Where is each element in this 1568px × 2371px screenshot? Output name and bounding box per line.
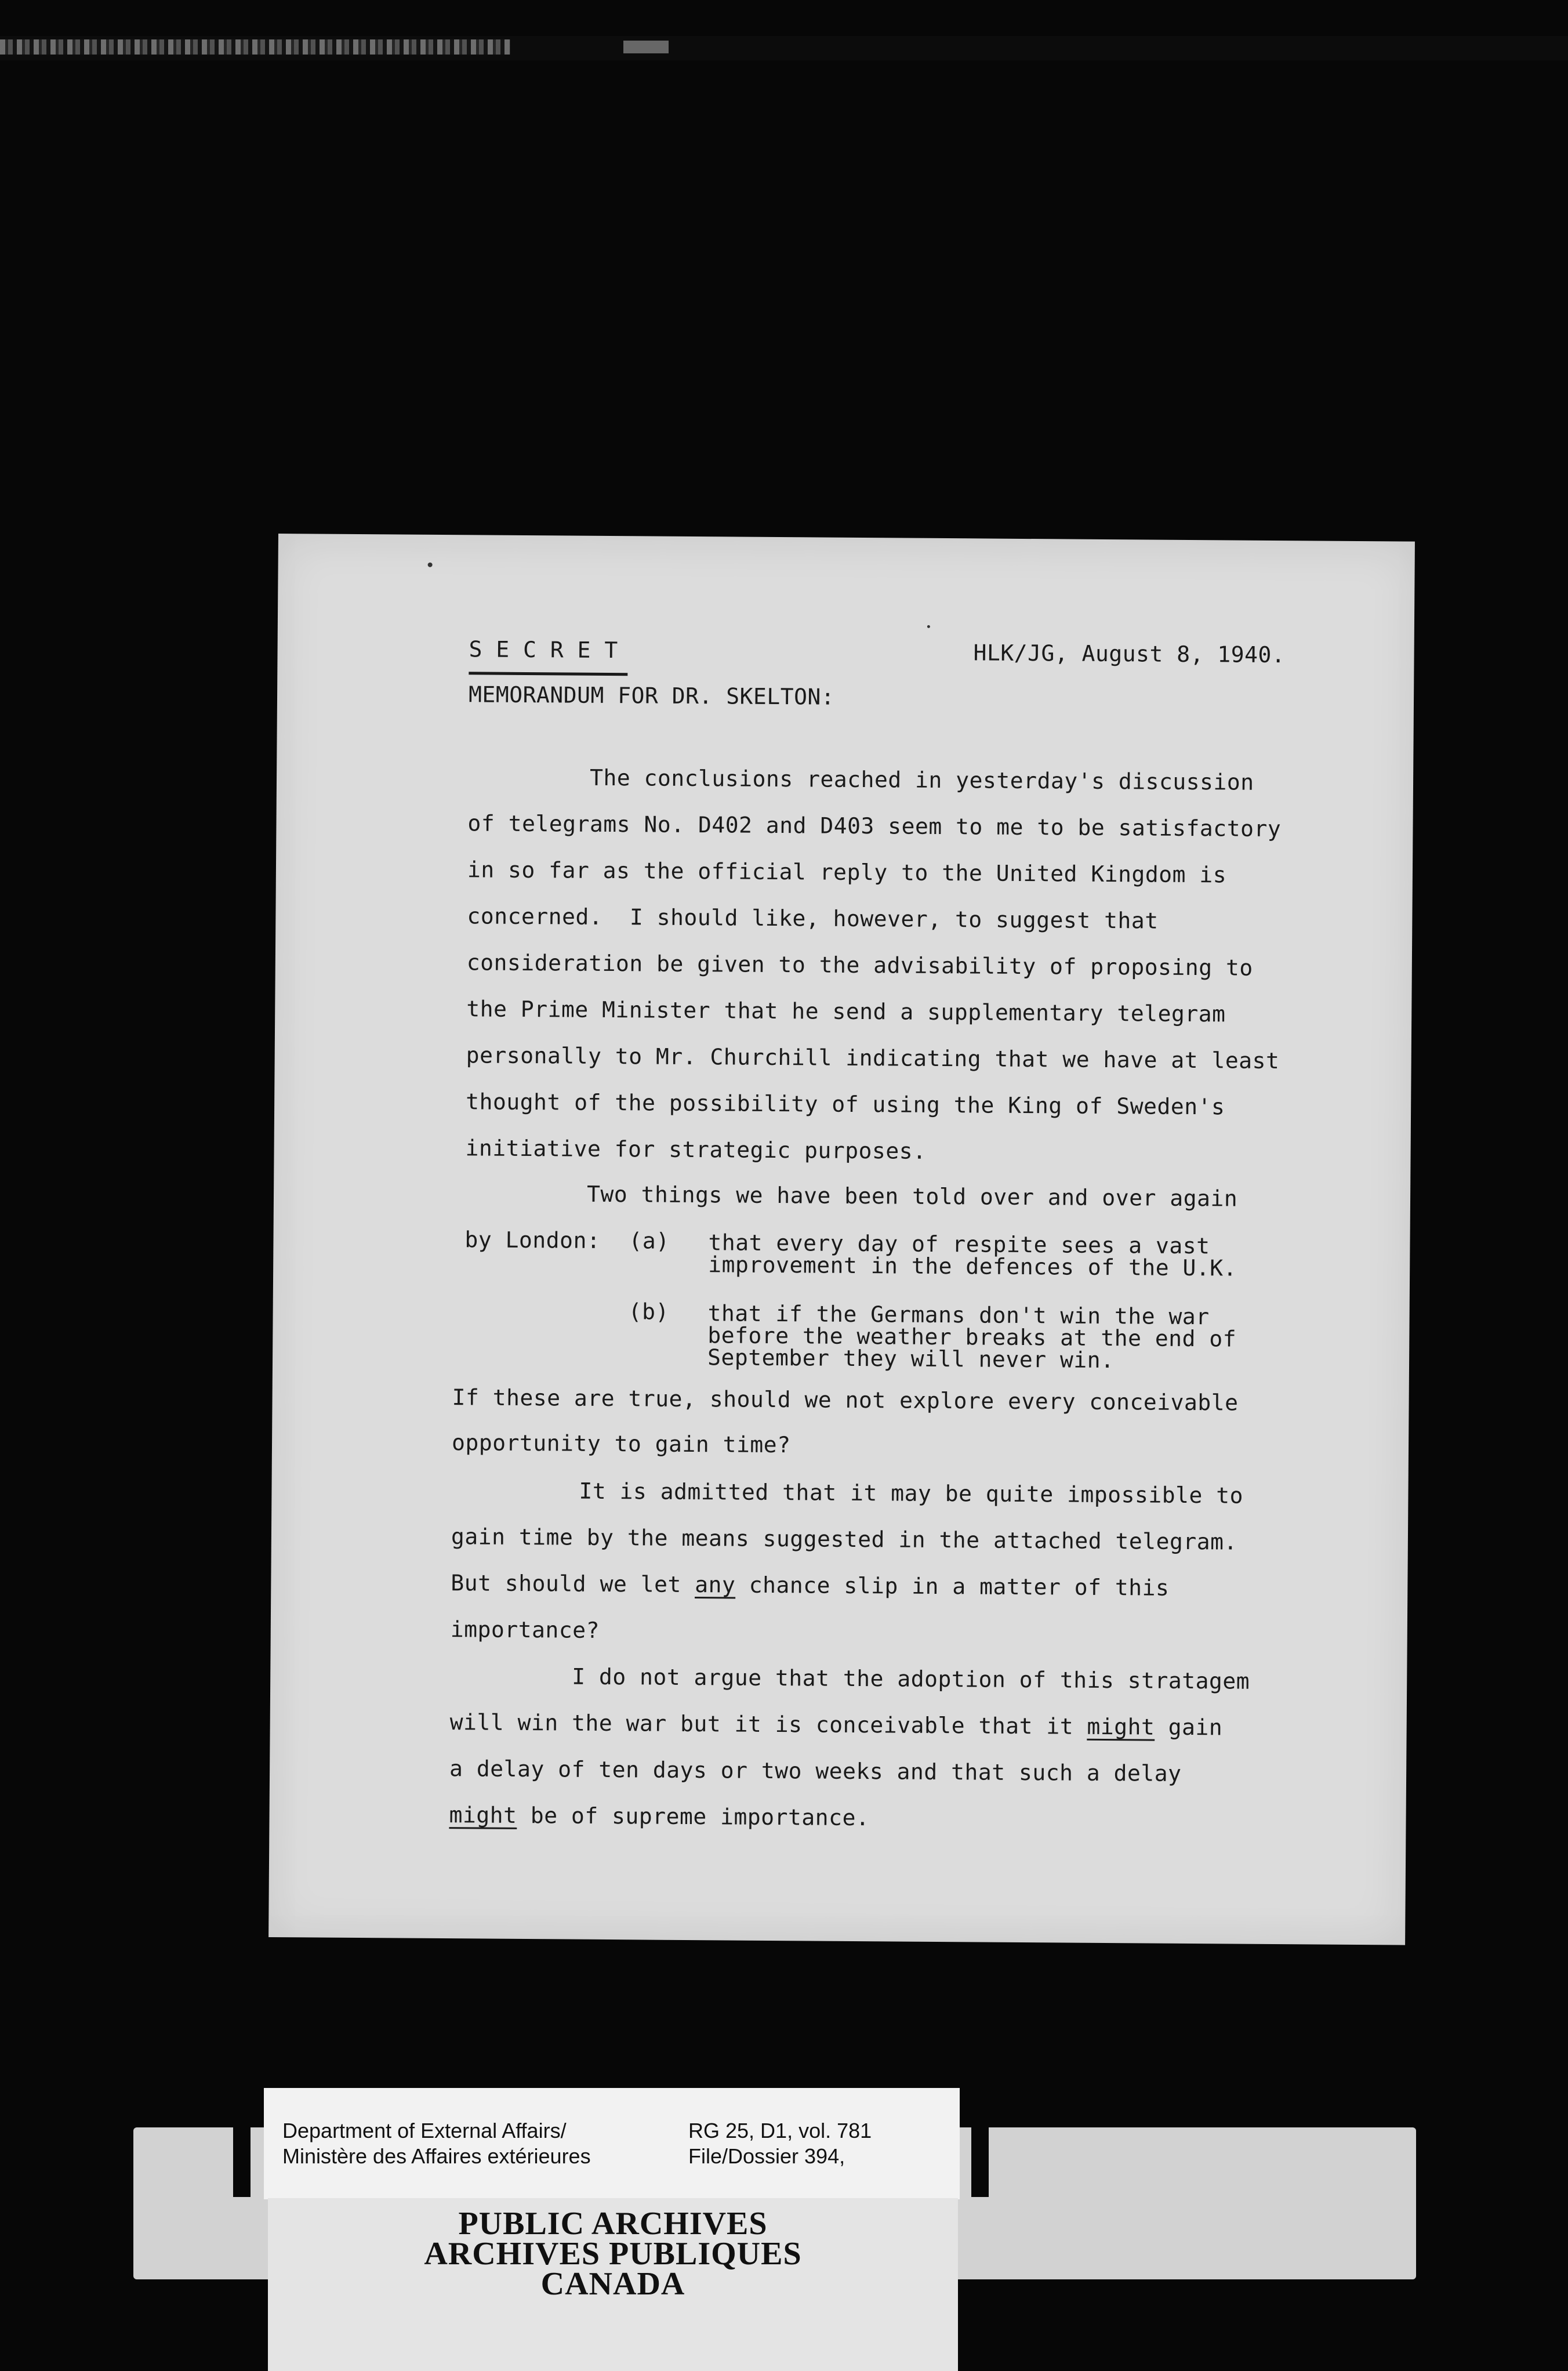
paragraph-5-line: I do not argue that the adoption of this stratagem bbox=[572, 1663, 1250, 1694]
paragraph-2-by-london: by London: bbox=[464, 1227, 601, 1253]
stamp-line: CANADA bbox=[540, 2266, 685, 2302]
paragraph-5-line bbox=[450, 1707, 1223, 1742]
paragraph-3-line: If these are true, should we not explore every conceivable bbox=[452, 1384, 1239, 1416]
item-b-line: that if the Germans don't win the war bbox=[707, 1300, 1210, 1330]
paragraph-1-line: in so far as the official reply to the United Kingdom is bbox=[467, 857, 1227, 888]
paragraph-4-line: importance? bbox=[450, 1616, 600, 1643]
paragraph-5-text: will win the war but it is conceivable that it bbox=[449, 1709, 1087, 1739]
item-a-marker: (a) bbox=[629, 1228, 670, 1254]
item-b-line: before the weather breaks at the end of bbox=[707, 1322, 1237, 1352]
stamp-line: PUBLIC ARCHIVES bbox=[458, 2206, 768, 2242]
paragraph-1-line: concerned. I should like, however, to suggest that bbox=[467, 903, 1159, 934]
paragraph-5-line bbox=[449, 1800, 869, 1832]
paper-speck bbox=[927, 625, 930, 628]
emphasis-any: any bbox=[695, 1572, 736, 1598]
emphasis-might: might bbox=[449, 1802, 517, 1828]
paper-speck bbox=[428, 563, 433, 567]
paragraph-3-line: opportunity to gain time? bbox=[451, 1430, 791, 1458]
item-a-line: improvement in the defences of the U.K. bbox=[708, 1252, 1237, 1281]
film-edge-grain bbox=[0, 39, 510, 55]
paragraph-4-line: It is admitted that it may be quite impossible to bbox=[579, 1478, 1244, 1509]
public-archives-stamp bbox=[268, 2198, 958, 2371]
label-notch bbox=[971, 2127, 989, 2197]
classification-underline bbox=[469, 672, 627, 676]
label-notch bbox=[233, 2127, 251, 2197]
memo-page bbox=[268, 534, 1415, 1945]
paragraph-5-text: gain bbox=[1155, 1714, 1223, 1741]
paragraph-1-line: personally to Mr. Churchill indicating that we have at least bbox=[466, 1042, 1280, 1074]
record-group: RG 25, D1, vol. 781 bbox=[688, 2119, 872, 2142]
memo-reference-date: HLK/JG, August 8, 1940. bbox=[973, 640, 1286, 668]
department-french: Ministère des Affaires extérieures bbox=[282, 2144, 591, 2168]
item-a-line: that every day of respite sees a vast bbox=[708, 1230, 1210, 1259]
paragraph-4-line bbox=[451, 1568, 1169, 1603]
stamp-line: ARCHIVES PUBLIQUES bbox=[424, 2236, 802, 2272]
paragraph-1-line: consideration be given to the advisability of proposing to bbox=[466, 949, 1253, 981]
film-edge-strip bbox=[0, 36, 1568, 60]
paragraph-5-line: a delay of ten days or two weeks and that such a delay bbox=[449, 1756, 1182, 1786]
paragraph-2-intro: Two things we have been told over and over again bbox=[586, 1181, 1238, 1212]
item-b-line: September they will never win. bbox=[707, 1344, 1115, 1373]
paragraph-1-line: thought of the possibility of using the King of Sweden's bbox=[466, 1089, 1225, 1120]
paragraph-1-line: the Prime Minister that he send a supplementary telegram bbox=[466, 996, 1226, 1027]
paragraph-4-text: chance slip in a matter of this bbox=[735, 1572, 1170, 1601]
memo-addressee: MEMORANDUM FOR DR. SKELTON: bbox=[468, 681, 835, 710]
emphasis-might: might bbox=[1087, 1713, 1155, 1740]
classification-heading: S E C R E T bbox=[469, 636, 618, 664]
file-number: File/Dossier 394, bbox=[688, 2144, 845, 2168]
paragraph-1-line: of telegrams No. D402 and D403 seem to me to be satisfactory bbox=[467, 810, 1282, 842]
paragraph-4-line: gain time by the means suggested in the attached telegram. bbox=[451, 1524, 1237, 1555]
item-b-marker: (b) bbox=[628, 1299, 669, 1325]
department-english: Department of External Affairs/ bbox=[282, 2119, 567, 2142]
paragraph-4-text: But should we let bbox=[451, 1570, 695, 1598]
film-edge-mark bbox=[623, 41, 669, 53]
paragraph-1-line: The conclusions reached in yesterday's discussion bbox=[589, 764, 1254, 795]
paragraph-1-line: initiative for strategic purposes. bbox=[465, 1135, 927, 1164]
paragraph-5-text: be of supreme importance. bbox=[517, 1802, 870, 1831]
archive-reference-card bbox=[264, 2088, 960, 2199]
